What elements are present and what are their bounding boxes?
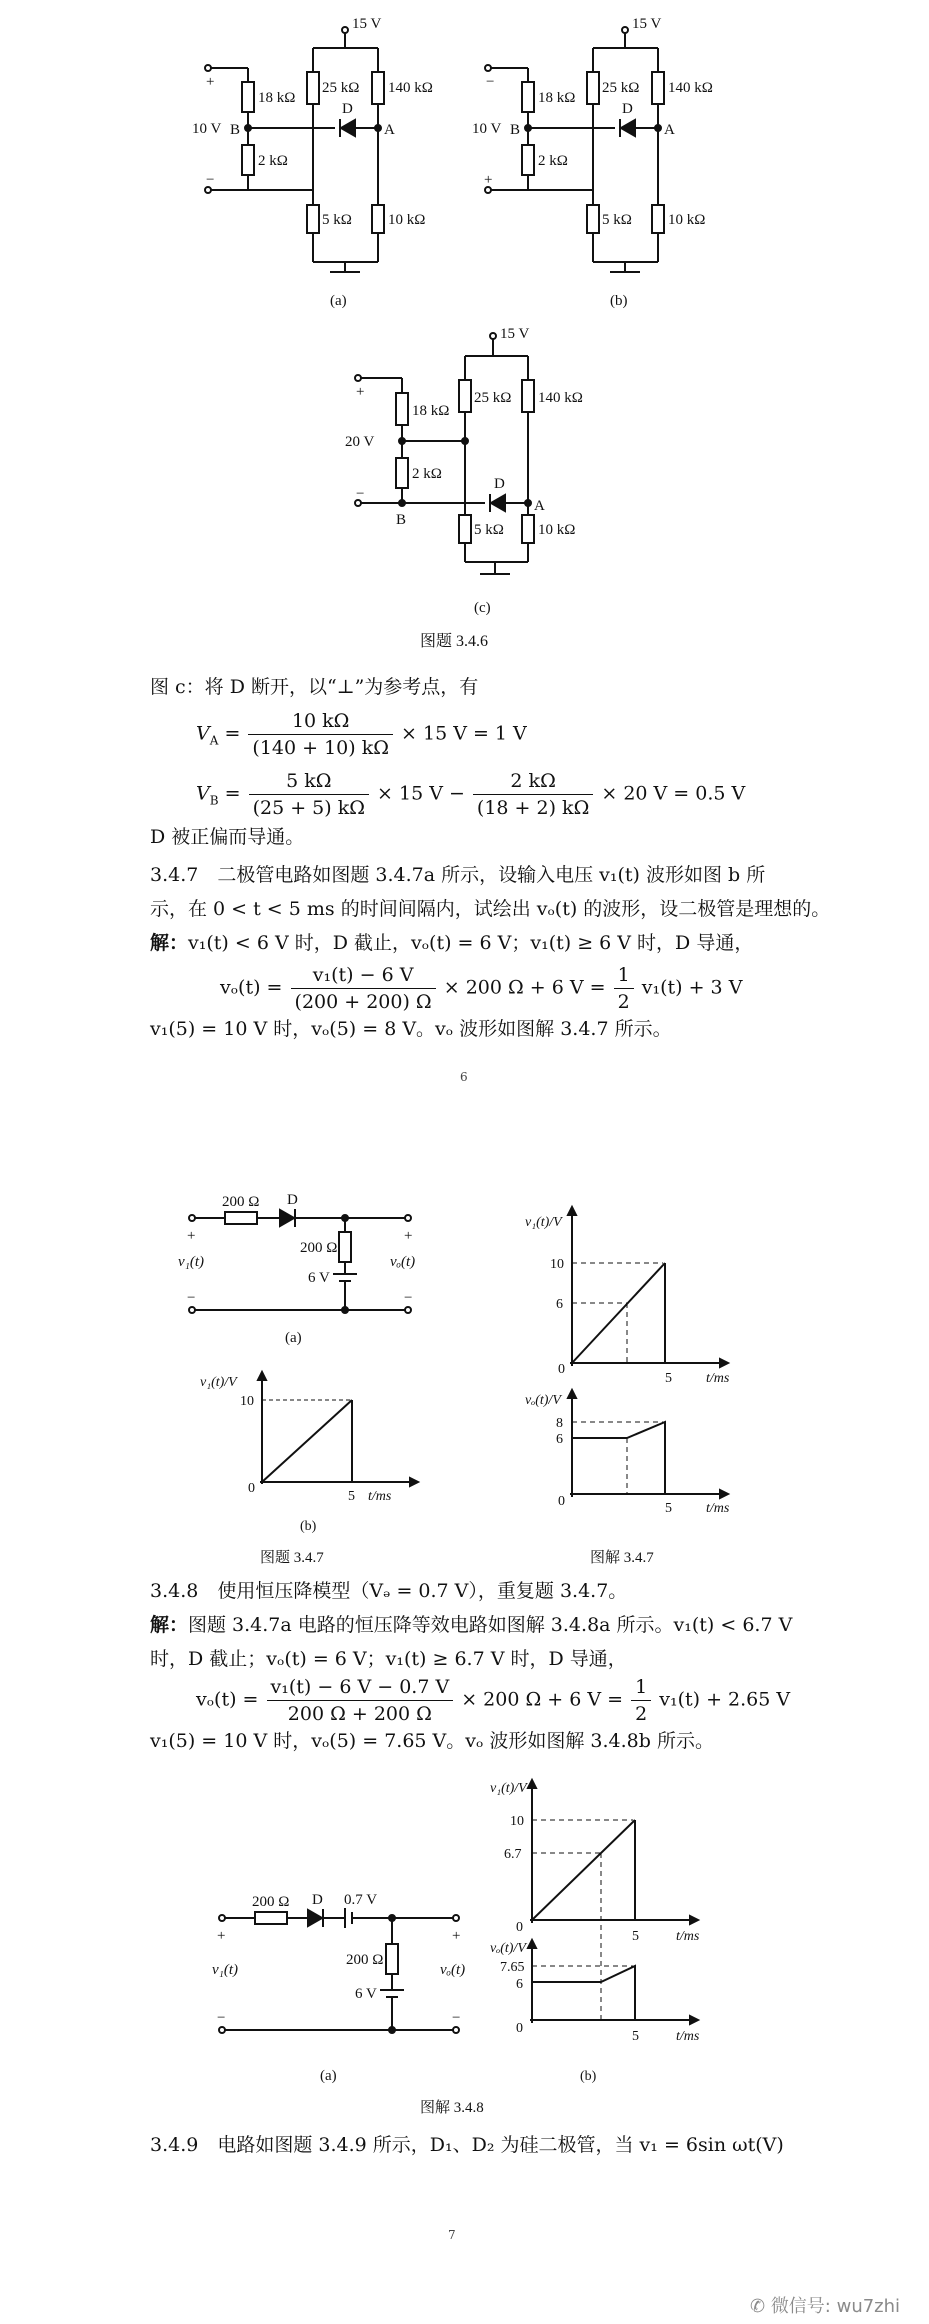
origin: 0 [558,1494,565,1509]
y-axis-label: vₒ(t)/V [490,1941,526,1956]
y-tick-6: 6 [556,1297,563,1312]
equation-va: $V_A$ = $\frac{10 k\Omega}{(140 + 10) k\Omega}$ × 15 V = 1 V [196,710,527,759]
plus-label: + [206,74,215,90]
vcc-label: 15 V [632,16,662,32]
vo-348-labels [490,1941,700,2084]
r1-label: 18 kΩ [412,403,450,419]
r4-label: 5 kΩ [322,212,352,228]
vin-label: 10 V [472,121,502,137]
va-subscript: A [209,733,219,748]
node-b-label: B [230,122,241,138]
equation-vo [220,964,742,1013]
r2-label: 2 kΩ [258,153,288,169]
vb-subscript: B [209,793,219,808]
diode-label: D [342,101,353,117]
page-number: 7 [448,2228,456,2242]
watermark [750,2292,900,2318]
x-axis-label: t/ms [676,1929,700,1944]
vb-mid: × 15 V − [377,782,465,805]
y-tick-7-65: 7.65 [500,1960,525,1975]
text-line: v₁(5) = 10 V 时，vₒ(5) = 8 V。vₒ 波形如图解 3.4.7 所示。 [150,1018,672,1040]
va-symbol: V [196,722,210,745]
r2-label: 2 kΩ [538,153,568,169]
r3-label: 25 kΩ [602,80,640,96]
input-waveform-labels [200,1375,392,1534]
solution-line [150,1614,792,1637]
r3-label: 25 kΩ [474,390,512,406]
eq-lhs: vₒ(t) = [196,1688,259,1711]
minus-in: − [217,2010,226,2026]
r3-label: 25 kΩ [322,80,360,96]
watermark-text: 微信号: wu7zhi [770,2296,901,2317]
r-label: 200 Ω [252,1894,290,1910]
vi-348-waveform [528,1780,698,2020]
solution-line [150,932,753,955]
vout-label: vₒ(t) [440,1962,466,1978]
figure-caption: 图解 3.4.8 [420,2100,484,2116]
r4-label: 5 kΩ [474,522,504,538]
minus-label: − [206,172,215,188]
vb-denominator-2: (18 + 2) kΩ [476,797,590,819]
vin-label: 10 V [192,121,222,137]
caption-right: 图解 3.4.7 [590,1550,654,1566]
vb-numerator-1: 5 kΩ [249,770,369,795]
y-tick-6-7: 6.7 [504,1847,522,1862]
y-tick-10: 10 [510,1814,524,1829]
r2-label: 200 Ω [300,1240,338,1256]
y-axis-label: v₁(t)/V [525,1215,562,1230]
eq-numerator: v₁(t) − 6 V [291,964,436,989]
vb-denominator-1: (25 + 5) kΩ [252,797,365,819]
eq-half-den: 2 [617,991,630,1013]
plus-out: + [404,1228,413,1244]
vout-label: vₒ(t) [390,1254,416,1270]
solution-vo-labels [525,1393,730,1516]
tag-c: (c) [474,600,491,616]
solution-text: v₁(t) < 6 V 时，D 截止，vₒ(t) = 6 V；v₁(t) ≥ 6 V 时，D 导通， [188,932,754,954]
eq-denominator: (200 + 200) Ω [294,991,432,1013]
equation-vb: $V_B$ = $\frac{5 k\Omega}{(25 + 5) k\Omega}$ × 15 V − $\frac{2 k\Omega}{(18 + 2) k\Omega}$ × 20 V = 0.5 V [196,770,746,819]
x-tick-5: 5 [665,1501,672,1516]
r5-label: 140 kΩ [388,80,433,96]
node-b-label: B [396,512,407,528]
text-line: 时，D 截止；vₒ(t) = 6 V；v₁(t) ≥ 6.7 V 时，D 导通， [150,1648,627,1670]
vin-label: 20 V [345,434,375,450]
va-rest: × 15 V = 1 V [401,722,527,745]
battery-label: 6 V [355,1986,377,2002]
eq-fraction [267,1676,454,1725]
node-a-label: A [664,122,675,138]
vin-label: v₁(t) [212,1962,239,1978]
circuit-347 [189,1209,411,1313]
solution-text: 图题 3.4.7a 电路的恒压降等效电路如图解 3.4.8a 所示。v₁(t) < 6.7 V [188,1614,793,1636]
eq-half-num: 1 [614,964,634,989]
x-axis-label: t/ms [706,1371,730,1386]
plus-in: + [217,1928,226,1944]
origin: 0 [558,1362,565,1377]
figure-caption: 图题 3.4.6 [420,633,489,650]
battery-label: 6 V [308,1270,330,1286]
circuit-b [485,27,664,272]
minus-out: − [404,1290,413,1306]
plus-label: + [484,172,493,188]
r6-label: 10 kΩ [668,212,706,228]
eq-fraction [291,964,436,1013]
y-axis-label: vₒ(t)/V [525,1393,561,1408]
circuit-c-labels [345,326,583,616]
tag-b: (b) [580,2069,597,2084]
eq-rest: v₁(t) + 2.65 V [659,1688,791,1711]
va-denominator: (140 + 10) kΩ [252,737,389,759]
circuit-347-labels [178,1192,415,1346]
eq-half-num: 1 [631,1676,651,1701]
x-tick-5: 5 [665,1371,672,1386]
text-line: 图 c：将 D 断开，以“⊥”为参考点，有 [150,676,479,698]
eq-half [614,964,634,1013]
problem-3-4-9: 3.4.9 电路如图题 3.4.9 所示，D₁、D₂ 为硅二极管，当 v₁ = 6sin ωt(V) [150,2134,784,2156]
node-a-label: A [534,498,545,514]
text-line: v₁(5) = 10 V 时，vₒ(5) = 7.65 V。vₒ 波形如图解 3.4.8b 所示。 [150,1730,714,1752]
circuit-a [205,27,384,272]
tag-b: (b) [610,293,628,309]
eq-rest: v₁(t) + 3 V [641,976,743,999]
eq-numerator: v₁(t) − 6 V − 0.7 V [267,1676,454,1701]
r2-label: 200 Ω [346,1952,384,1968]
plus-label: + [356,384,365,400]
r2-label: 2 kΩ [412,466,442,482]
circuit-c [355,333,534,574]
x-axis-label: t/ms [368,1489,392,1504]
x-axis-label: t/ms [706,1501,730,1516]
plus-in: + [187,1228,196,1244]
va-numerator: 10 kΩ [248,710,393,735]
vd-label: 0.7 V [344,1892,378,1908]
tag-a: (a) [320,2068,337,2084]
y-axis-label: v₁(t)/V [490,1781,527,1796]
circuit-348-labels [212,1892,465,2084]
solution-vo-waveform [568,1390,728,1498]
r1-label: 18 kΩ [258,90,296,106]
solution-vi-waveform [568,1207,728,1367]
circuit-348 [219,1908,459,2033]
minus-label: − [356,486,365,502]
eq-half-den: 2 [635,1703,648,1725]
vcc-label: 15 V [500,326,530,342]
y-axis-label: v₁(t)/V [200,1375,237,1390]
plus-out: + [452,1928,461,1944]
minus-out: − [452,2010,461,2026]
y-tick-8: 8 [556,1416,563,1431]
input-waveform [258,1372,418,1486]
r1-label: 18 kΩ [538,90,576,106]
solution-vi-labels [525,1215,730,1386]
origin: 0 [516,2021,523,2036]
vin-label: v₁(t) [178,1254,205,1270]
solution-head: 解： [150,932,189,954]
problem-3-4-8: 3.4.8 使用恒压降模型（Vₔ = 0.7 V），重复题 3.4.7。 [150,1580,628,1602]
eq-mid: × 200 Ω + 6 V = [443,976,606,999]
vb-numerator-2: 2 kΩ [473,770,593,795]
r4-label: 5 kΩ [602,212,632,228]
node-b-label: B [510,122,521,138]
node-a-label: A [384,122,395,138]
x-tick-5: 5 [348,1489,355,1504]
va-fraction [248,710,393,759]
vb-fraction-2 [473,770,593,819]
text-line: D 被正偏而导通。 [150,826,305,848]
diode-label: D [312,1892,323,1908]
problem-3-4-7: 3.4.7 二极管电路如图题 3.4.7a 所示，设输入电压 v₁(t) 波形如图 b 所 [150,864,766,886]
r5-label: 140 kΩ [538,390,583,406]
diode-label: D [622,101,633,117]
eq-denominator: 200 Ω + 200 Ω [287,1703,432,1725]
eq-half [631,1676,651,1725]
equation-vo-348 [196,1676,790,1725]
eq-lhs: vₒ(t) = [220,976,283,999]
y-tick-10: 10 [550,1257,564,1272]
y-tick-10: 10 [240,1394,254,1409]
vb-rest: × 20 V = 0.5 V [601,782,746,805]
x-axis-label: t/ms [676,2029,700,2044]
minus-in: − [187,1290,196,1306]
tag-a: (a) [285,1330,302,1346]
vcc-label: 15 V [352,16,382,32]
diode-label: D [494,476,505,492]
figure-3-4-6 [0,0,929,650]
text-line: 示，在 0 < t < 5 ms 的时间间隔内，试绘出 vₒ(t) 的波形，设二极管是理想的。 [150,898,831,920]
tag-b: (b) [300,1519,317,1534]
y-tick-6: 6 [556,1432,563,1447]
vo-348-waveform [528,1940,698,2024]
solution-head: 解： [150,1614,189,1636]
vb-symbol: V [196,782,210,805]
diode-label: D [287,1192,298,1208]
origin: 0 [248,1481,255,1496]
page-number: 6 [460,1070,468,1084]
vb-fraction-1 [249,770,369,819]
tag-a: (a) [330,293,347,309]
wechat-icon: ✆ [750,2296,771,2317]
r6-label: 10 kΩ [388,212,426,228]
x-tick-5: 5 [632,2029,639,2044]
ramp [262,1400,352,1482]
r-label: 200 Ω [222,1194,260,1210]
x-tick-5: 5 [632,1929,639,1944]
vi-348-labels [490,1781,700,1944]
origin: 0 [516,1920,523,1935]
y-tick-6: 6 [516,1977,523,1992]
minus-label: − [486,74,495,90]
caption-left: 图题 3.4.7 [260,1550,324,1566]
r6-label: 10 kΩ [538,522,576,538]
r5-label: 140 kΩ [668,80,713,96]
eq-mid: × 200 Ω + 6 V = [461,1688,624,1711]
